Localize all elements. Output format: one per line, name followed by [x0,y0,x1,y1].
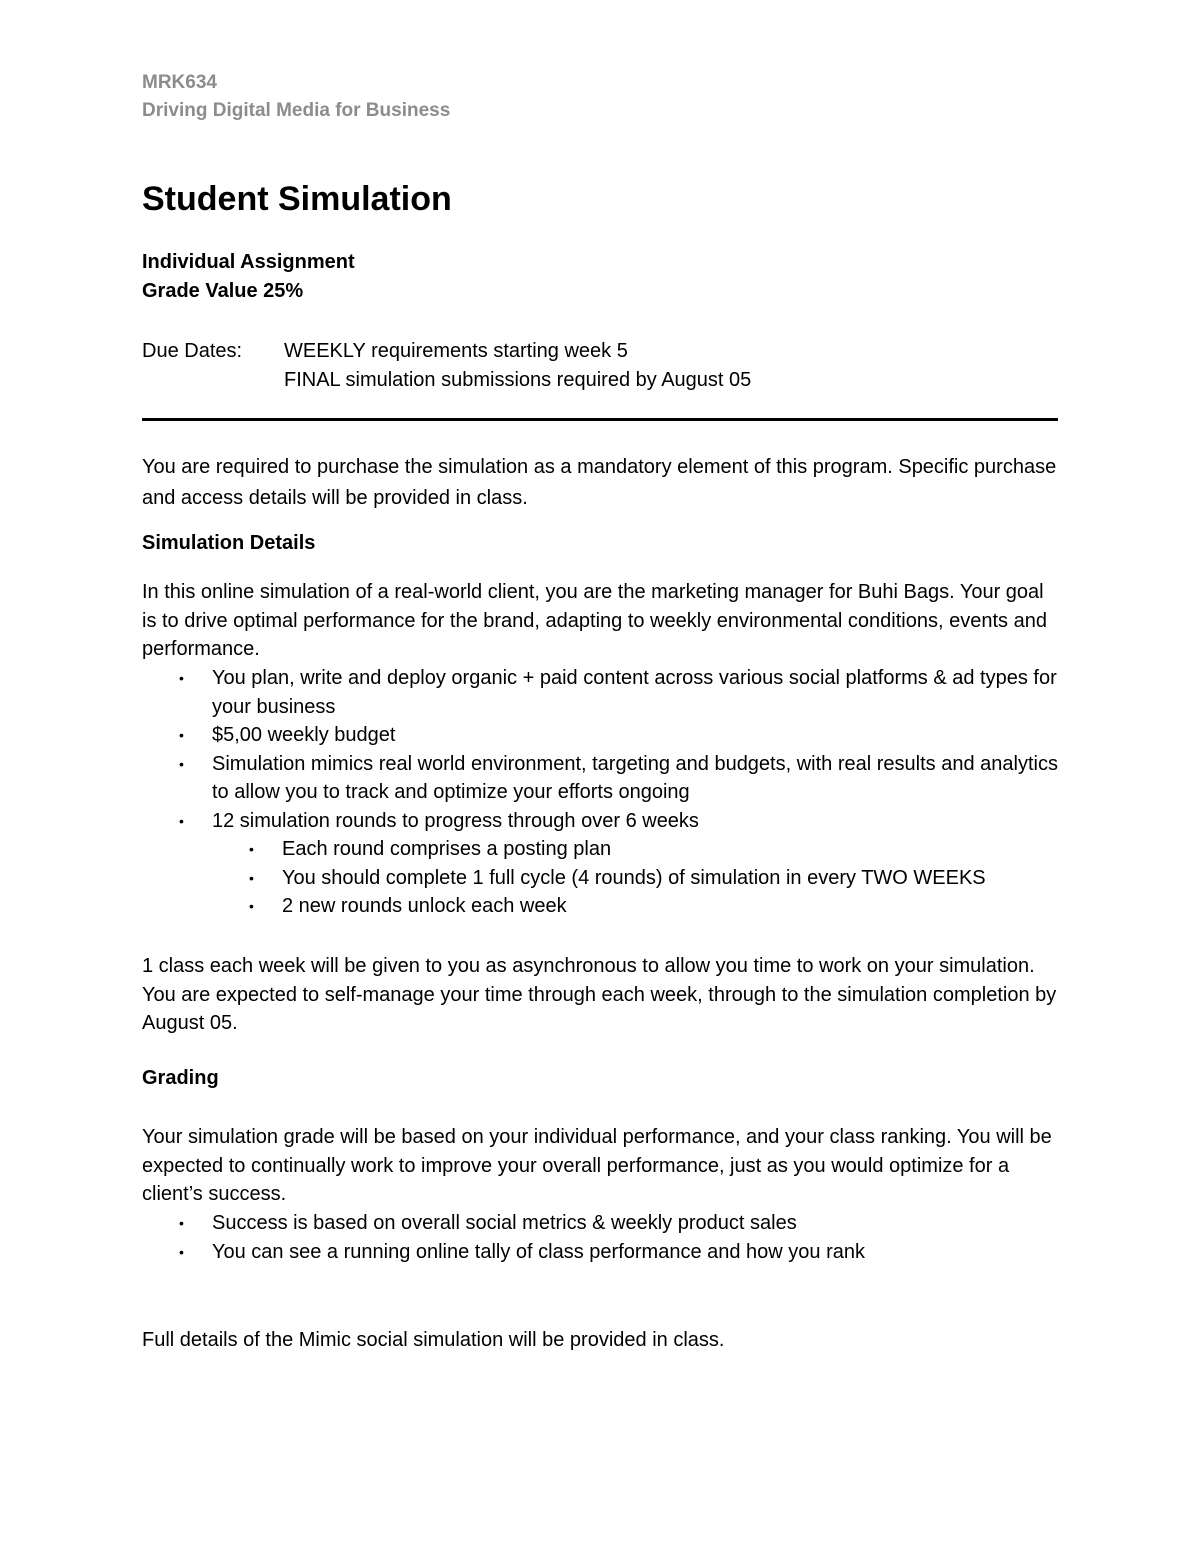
list-item-text: Simulation mimics real world environment, targeting and budgets, with real results and analytics to allow you to track and optimize your efforts ongoing [212,752,1058,804]
list-item [179,1238,1062,1267]
document-title: Student Simulation [142,180,452,218]
bullet-icon: • [179,1243,184,1260]
bullet-icon: • [249,898,254,915]
list-item [249,892,1062,921]
grading-paragraph: Your simulation grade will be based on your individual performance, and your class ranking. You will be expected to continually work to improve your overall performance, just as you would optimize for a client’s success. [142,1126,1052,1206]
list-item-text: You should complete 1 full cycle (4 rounds) of simulation in every TWO WEEKS [282,866,986,889]
list-item [179,807,1062,836]
simulation-sub-bullet-list [249,835,1062,921]
intro-paragraph: You are required to purchase the simulation as a mandatory element of this program. Specific purchase and access details will be provided in class. [142,456,1057,509]
grading-heading: Grading [142,1067,219,1089]
due-dates-label: Due Dates: [142,340,243,362]
list-item [179,1209,1062,1238]
list-item-text: You plan, write and deploy organic + paid content across various social platforms & ad types for your business [212,667,1057,718]
list-item [179,721,1062,750]
list-item-text: 2 new rounds unlock each week [282,895,567,918]
asynchronous-class-paragraph: 1 class each week will be given to you as asynchronous to allow you time to work on your simulation. You are expected to self-manage your time through each week, through to the simulation completion by August 05. [142,955,1057,1035]
bullet-icon: • [249,869,254,886]
simulation-bullet-list [179,664,1062,836]
simulation-details-heading: Simulation Details [142,532,316,554]
list-item [179,664,1062,721]
grading-bullet-list [179,1209,1062,1266]
list-item-text: Success is based on overall social metrics & weekly product sales [212,1212,797,1234]
course-name: Driving Digital Media for Business [142,100,451,121]
assignment-type: Individual Assignment [142,251,355,273]
list-item-text: You can see a running online tally of class performance and how you rank [212,1240,865,1263]
bullet-icon: • [179,670,184,686]
list-item-text: $5,00 weekly budget [212,724,396,747]
due-date-final: FINAL simulation submissions required by August 05 [284,369,752,391]
bullet-icon: • [179,755,184,772]
list-item [249,864,1062,893]
closing-paragraph: Full details of the Mimic social simulation will be provided in class. [142,1329,725,1351]
list-item-text: 12 simulation rounds to progress through over 6 weeks [212,809,699,832]
bullet-icon: • [179,727,184,744]
list-item [249,835,1062,864]
due-date-weekly: WEEKLY requirements starting week 5 [284,340,628,362]
simulation-details-paragraph: In this online simulation of a real-world client, you are the marketing manager for Buhi Bags. Your goal is to drive optimal performance for the brand, adapting to weekly environmental conditions, events and performance. [142,581,1047,661]
bullet-icon: • [179,1215,184,1231]
bullet-icon: • [179,812,184,829]
list-item [179,750,1062,807]
course-code: MRK634 [142,72,217,93]
grade-value: Grade Value 25% [142,280,304,302]
horizontal-divider [142,418,1058,421]
bullet-icon: • [249,841,254,857]
list-item-text: Each round comprises a posting plan [282,838,612,860]
